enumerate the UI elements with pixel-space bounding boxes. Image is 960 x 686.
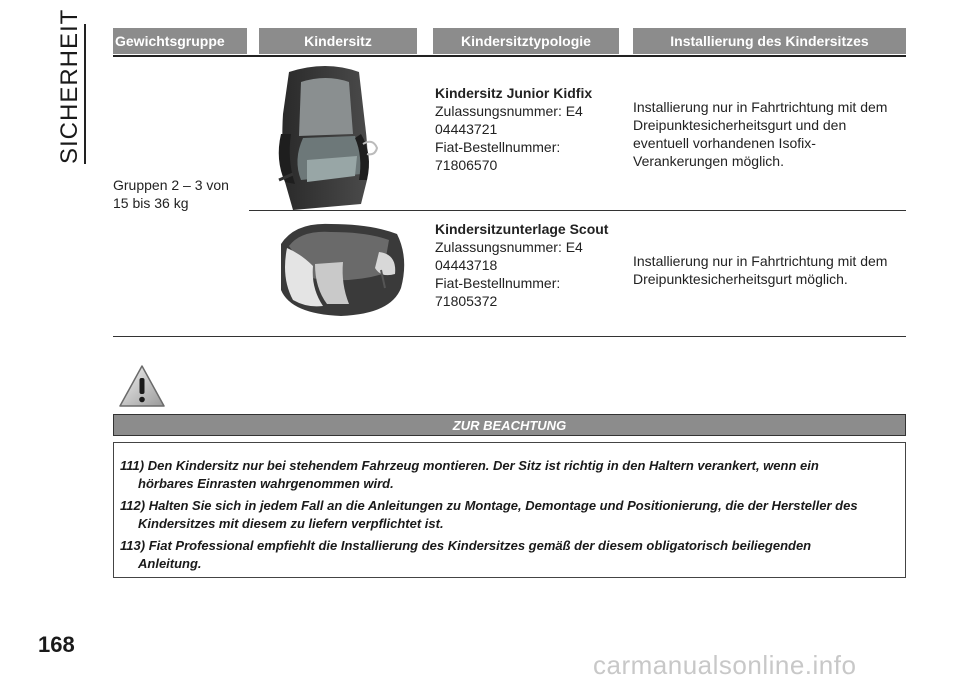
warning-item-number: 112) [120, 498, 146, 513]
installation-cell [633, 252, 903, 288]
header-weight-group: Gewichtsgruppe [113, 28, 247, 54]
child-seat-kidfix-picture [271, 64, 381, 217]
header-rule [113, 55, 906, 57]
warning-item-text: hörbares Einrasten wahrgenommen wird. [138, 476, 394, 491]
booster-cushion-scout-picture [271, 218, 411, 323]
seat-type-cell [435, 220, 608, 310]
weight-group-line: Gruppen 2 – 3 von [113, 177, 229, 193]
seat-name: Kindersitzunterlage Scout [435, 221, 609, 237]
table-row [249, 64, 906, 210]
warning-item-text: Halten Sie sich in jedem Fall an die Anleitungen zu Montage, Demontage und Positionierung, die der Hersteller des [148, 498, 858, 513]
warning-title: ZUR BEACHTUNG [113, 414, 906, 436]
installation-cell [633, 98, 903, 170]
section-label-text: SICHERHEIT [56, 8, 83, 164]
header-installation: Installierung des Kindersitzes [633, 28, 906, 54]
warning-item-text: Kindersitzes mit diesem zu liefern verpflichtet ist. [138, 516, 444, 531]
warning-item-number: 113) [120, 538, 146, 553]
header-child-seat: Kindersitz [259, 28, 417, 54]
seat-detail-line: 71806570 [435, 157, 498, 173]
table-header [113, 28, 906, 56]
child-seat-table [113, 28, 906, 309]
warning-item-text: Den Kindersitz nur bei stehendem Fahrzeug montieren. Der Sitz ist richtig in den Haltern verankert, wenn ein [147, 458, 819, 473]
weight-group-cell [113, 176, 229, 212]
seat-detail-line: 71805372 [435, 293, 498, 309]
weight-group-line: 15 bis 36 kg [113, 195, 189, 211]
installation-line: Installierung nur in Fahrtrichtung mit dem [633, 99, 888, 115]
seat-detail-line: Fiat-Bestellnummer: [435, 139, 561, 155]
installation-line: eventuell vorhandenen Isofix- [633, 135, 816, 151]
warning-triangle-icon [118, 364, 166, 413]
header-seat-type: Kindersitztypologie [433, 28, 619, 54]
installation-line: Installierung nur in Fahrtrichtung mit dem [633, 253, 888, 269]
seat-detail-line: 04443721 [435, 121, 498, 137]
installation-line: Verankerungen möglich. [633, 153, 784, 169]
watermark: carmanualsonline.info [593, 650, 857, 680]
section-label [56, 8, 88, 164]
seat-type-cell [435, 84, 592, 174]
warning-item-number: 111) [120, 458, 145, 473]
table-row [249, 214, 906, 334]
row-separator [249, 210, 906, 211]
section-label-rule [84, 24, 86, 164]
seat-detail-line: Fiat-Bestellnummer: [435, 275, 561, 291]
warning-box [113, 442, 906, 578]
warning-item [120, 457, 899, 493]
seat-detail-line: Zulassungsnummer: E4 [435, 239, 583, 255]
warning-item-text: Anleitung. [138, 556, 202, 571]
warning-item-text: Fiat Professional empfiehlt die Installierung des Kindersitzes gemäß der diesem obligatorisch beiliegenden [148, 538, 812, 553]
seat-detail-line: Zulassungsnummer: E4 [435, 103, 583, 119]
table-bottom-rule [113, 336, 906, 337]
installation-line: Dreipunktesicherheitsgurt und den [633, 117, 847, 133]
warning-item [120, 497, 899, 533]
warning-item [120, 537, 899, 573]
seat-name: Kindersitz Junior Kidfix [435, 85, 593, 101]
installation-line: Dreipunktesicherheitsgurt möglich. [633, 271, 848, 287]
seat-detail-line: 04443718 [435, 257, 498, 273]
page-number: 168 [38, 632, 75, 657]
